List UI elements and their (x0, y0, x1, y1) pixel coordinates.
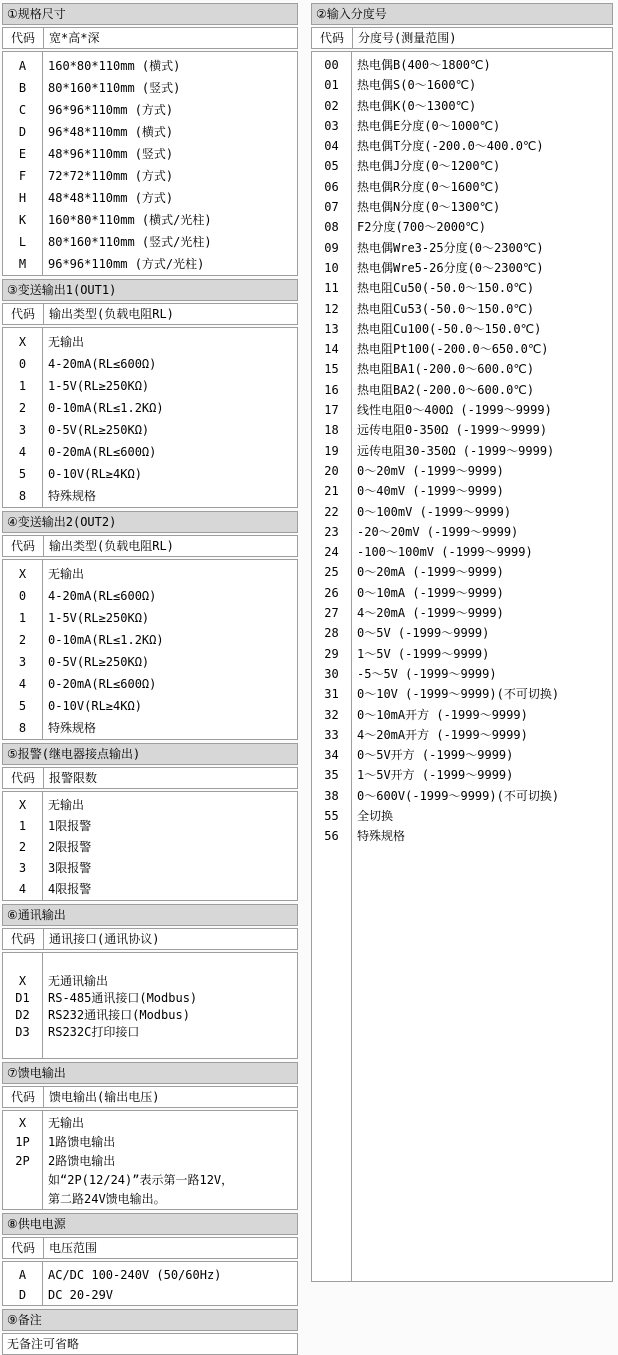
description-cell: 0～10mA开方 (-1999～9999) (357, 707, 528, 722)
section (2, 1062, 298, 1210)
description-column-header: 宽*高*深 (49, 31, 100, 45)
description-cell: 热电阻Cu100(-50.0～150.0℃) (357, 321, 542, 336)
description-cell: 无输出 (48, 567, 85, 581)
description-cell: 热电偶E分度(0～1000℃) (357, 118, 501, 133)
code-cell: 26 (324, 585, 339, 600)
code-cell: 3 (18, 861, 27, 875)
code-cell: 1 (18, 379, 27, 393)
code-column (3, 560, 43, 739)
description-cell: 0-10mA(RL≤1.2KΩ) (48, 401, 164, 415)
code-column (3, 1262, 43, 1305)
code-cell: 09 (324, 240, 339, 255)
code-cell: 10 (324, 260, 339, 275)
description-cell: 0～20mA (-1999～9999) (357, 565, 504, 580)
code-cell: 00 (324, 58, 339, 72)
description-cell: 4限报警 (48, 882, 92, 896)
description-cell: 特殊规格 (48, 489, 97, 503)
code-column-header: 代码 (3, 536, 44, 556)
description-cell: 0～5V开方 (-1999～9999) (357, 748, 514, 763)
code-cell: 4 (18, 677, 27, 691)
code-column (3, 953, 43, 1058)
description-cell: 线性电阻0～400Ω (-1999～9999) (357, 403, 552, 418)
description-cell: 特殊规格 (357, 829, 406, 844)
section (2, 279, 298, 508)
column-header-row (2, 27, 298, 49)
code-cell: 1 (18, 611, 27, 625)
code-cell: 25 (324, 565, 339, 580)
code-cell: 30 (324, 666, 339, 681)
code-cell: 0 (18, 589, 27, 603)
code-cell: 1 (18, 819, 27, 833)
section-title: ⑤报警(继电器接点输出) (2, 743, 298, 765)
section-body (2, 952, 298, 1059)
description-cell: 80*160*110mm (竖式/光柱) (48, 235, 212, 249)
description-cell: 1限报警 (48, 819, 92, 833)
description-cell: 热电偶R分度(0～1600℃) (357, 179, 501, 194)
code-cell: D (18, 125, 27, 139)
code-cell: 2 (18, 633, 27, 647)
section-title: ②输入分度号 (311, 3, 613, 25)
description-cell: 无输出 (48, 1116, 85, 1130)
description-cell: 热电偶Wre5-26分度(0～2300℃) (357, 260, 544, 275)
code-column-header: 代码 (3, 28, 44, 48)
description-cell: RS232C打印接口 (48, 1025, 140, 1039)
code-cell: 32 (324, 707, 339, 722)
description-cell: 2路馈电输出 (48, 1154, 116, 1168)
description-cell: 3限报警 (48, 861, 92, 875)
description-cell: 4～20mA开方 (-1999～9999) (357, 727, 528, 742)
note-row: 无备注可省略 (2, 1333, 298, 1355)
code-cell: 04 (324, 139, 339, 154)
description-cell: 1～5V开方 (-1999～9999) (357, 768, 514, 783)
code-cell: 06 (324, 179, 339, 194)
code-cell: X (18, 1116, 27, 1130)
description-cell: 无通讯输出 (48, 974, 109, 988)
code-cell: 01 (324, 78, 339, 93)
section-title: ⑧供电电源 (2, 1213, 298, 1235)
code-cell: 23 (324, 524, 339, 539)
description-cell: 0～20mV (-1999～9999) (357, 463, 504, 478)
description-cell: 0-5V(RL≥250KΩ) (48, 655, 150, 669)
code-cell: M (18, 257, 27, 271)
section-body (2, 791, 298, 901)
code-cell: 35 (324, 768, 339, 783)
description-cell: 第二路24V馈电输出。 (48, 1192, 166, 1206)
code-cell: B (18, 81, 27, 95)
section-body (311, 51, 613, 1282)
code-cell: 08 (324, 220, 339, 235)
section (311, 3, 613, 1282)
description-cell: 热电偶B(400～1800℃) (357, 58, 491, 72)
code-column (3, 52, 43, 275)
code-cell: 3 (18, 655, 27, 669)
description-cell: 如“2P(12/24)”表示第一路12V， (48, 1173, 234, 1187)
description-cell: 热电偶K(0～1300℃) (357, 98, 477, 113)
code-cell: F (18, 169, 27, 183)
code-column (3, 792, 43, 900)
code-cell (3, 1190, 42, 1209)
column-header-row (2, 767, 298, 789)
code-cell: 16 (324, 382, 339, 397)
description-cell: 160*80*110mm (横式) (48, 59, 181, 73)
description-cell: 4-20mA(RL≤600Ω) (48, 589, 157, 603)
code-cell: 3 (18, 423, 27, 437)
description-column-header: 输出类型(负载电阻RL) (49, 307, 174, 321)
code-cell: 28 (324, 626, 339, 641)
description-cell: 热电偶N分度(0～1300℃) (357, 200, 501, 215)
code-cell: 20 (324, 463, 339, 478)
section (2, 904, 298, 1059)
description-column (43, 1111, 297, 1209)
section-body (2, 559, 298, 740)
description-cell (48, 1041, 297, 1058)
description-cell: 0-5V(RL≥250KΩ) (48, 423, 150, 437)
description-column-header: 输出类型(负载电阻RL) (49, 539, 174, 553)
column-header-row (2, 928, 298, 950)
description-cell: 全切换 (357, 808, 394, 823)
description-column (43, 792, 297, 900)
code-cell: D3 (15, 1025, 30, 1039)
description-cell: 96*96*110mm (方式) (48, 103, 174, 117)
description-cell: 1～5V (-1999～9999) (357, 646, 490, 661)
code-cell (3, 956, 42, 973)
description-cell: 热电偶T分度(-200.0～400.0℃) (357, 139, 544, 154)
description-column (43, 953, 297, 1058)
description-cell: 0～5V (-1999～9999) (357, 626, 490, 641)
description-cell: 特殊规格 (48, 721, 97, 735)
code-cell: 11 (324, 281, 339, 296)
description-cell: 热电阻Cu50(-50.0～150.0℃) (357, 281, 535, 296)
code-cell: D1 (15, 991, 30, 1005)
code-cell: D (18, 1288, 27, 1302)
description-cell: F2分度(700～2000℃) (357, 220, 486, 235)
description-cell: 48*96*110mm (竖式) (48, 147, 174, 161)
description-cell: 远传电阻30-350Ω (-1999～9999) (357, 443, 555, 458)
description-cell: 72*72*110mm (方式) (48, 169, 174, 183)
code-cell (3, 1041, 42, 1058)
column-header-row (2, 535, 298, 557)
code-cell: 02 (324, 98, 339, 113)
code-column (3, 1111, 43, 1209)
section-title: ③变送输出1(OUT1) (2, 279, 298, 301)
description-column (43, 52, 297, 275)
description-cell: 0-20mA(RL≤600Ω) (48, 445, 157, 459)
section (2, 3, 298, 276)
section-title: ⑨备注 (2, 1309, 298, 1331)
description-cell: 热电偶S(0～1600℃) (357, 78, 477, 93)
code-column-header: 代码 (3, 929, 44, 949)
column-header-row (2, 1086, 298, 1108)
code-cell: 5 (18, 699, 27, 713)
description-cell: 热电阻BA2(-200.0～600.0℃) (357, 382, 535, 397)
description-cell: AC/DC 100-240V (50/60Hz) (48, 1268, 222, 1282)
description-cell: 远传电阻0-350Ω (-1999～9999) (357, 423, 548, 438)
description-column-header: 馈电输出(输出电压) (49, 1090, 160, 1104)
description-cell: 1-5V(RL≥250KΩ) (48, 379, 150, 393)
code-cell: D2 (15, 1008, 30, 1022)
code-cell: 05 (324, 159, 339, 174)
left-column (2, 3, 298, 1351)
description-cell: 0～10mA (-1999～9999) (357, 585, 504, 600)
section (2, 1213, 298, 1306)
code-cell: H (18, 191, 27, 205)
code-cell: X (18, 798, 27, 812)
description-column (43, 328, 297, 507)
column-header-row (2, 303, 298, 325)
code-cell: X (18, 974, 27, 988)
description-cell: 160*80*110mm (横式/光柱) (48, 213, 212, 227)
code-cell: C (18, 103, 27, 117)
description-cell: 96*48*110mm (横式) (48, 125, 174, 139)
description-cell: 80*160*110mm (竖式) (48, 81, 181, 95)
description-column-header: 报警限数 (49, 771, 98, 785)
description-cell: 1-5V(RL≥250KΩ) (48, 611, 150, 625)
description-cell (48, 956, 297, 973)
code-cell: E (18, 147, 27, 161)
description-cell: -5～5V (-1999～9999) (357, 666, 497, 681)
description-cell: 0-20mA(RL≤600Ω) (48, 677, 157, 691)
description-cell: 无输出 (48, 798, 85, 812)
section-body (2, 327, 298, 508)
code-cell: 2 (18, 840, 27, 854)
description-cell: 热电偶J分度(0～1200℃) (357, 159, 501, 174)
description-cell: DC 20-29V (48, 1288, 114, 1302)
code-cell: 38 (324, 788, 339, 803)
description-cell: RS232通讯接口(Modbus) (48, 1008, 190, 1022)
code-cell: 18 (324, 423, 339, 438)
description-cell: 2限报警 (48, 840, 92, 854)
description-column-header: 电压范围 (49, 1241, 98, 1255)
code-cell: 21 (324, 484, 339, 499)
description-cell: 热电偶Wre3-25分度(0～2300℃) (357, 240, 544, 255)
code-cell: 8 (18, 721, 27, 735)
code-cell: 33 (324, 727, 339, 742)
code-cell: 17 (324, 403, 339, 418)
code-column (312, 52, 352, 1281)
description-cell: 0～10V (-1999～9999)(不可切换) (357, 687, 560, 702)
code-cell: 8 (18, 489, 27, 503)
code-cell: 56 (324, 829, 339, 844)
code-cell (3, 1171, 42, 1190)
section (2, 1309, 298, 1355)
section (2, 511, 298, 740)
section-body (2, 1261, 298, 1306)
description-cell: 0-10mA(RL≤1.2KΩ) (48, 633, 164, 647)
description-column (43, 560, 297, 739)
code-cell: 34 (324, 748, 339, 763)
description-cell: 4～20mA (-1999～9999) (357, 606, 504, 621)
code-cell: 12 (324, 301, 339, 316)
code-cell: 03 (324, 118, 339, 133)
description-cell: 无输出 (48, 335, 85, 349)
description-column-header: 通讯接口(通讯协议) (49, 932, 160, 946)
description-cell: 热电阻Pt100(-200.0～650.0℃) (357, 342, 549, 357)
description-cell: 热电阻Cu53(-50.0～150.0℃) (357, 301, 535, 316)
description-cell: 0～100mV (-1999～9999) (357, 504, 512, 519)
code-cell: 1P (15, 1135, 30, 1149)
code-column-header: 代码 (3, 304, 44, 324)
description-column (352, 52, 612, 1281)
description-column-header: 分度号(测量范围) (358, 31, 457, 45)
description-cell: 0-10V(RL≥4KΩ) (48, 699, 142, 713)
code-cell: 5 (18, 467, 27, 481)
code-cell: 0 (18, 357, 27, 371)
description-cell: RS-485通讯接口(Modbus) (48, 991, 198, 1005)
code-cell: 24 (324, 545, 339, 560)
code-cell: 2P (15, 1154, 30, 1168)
description-cell: 1路馈电输出 (48, 1135, 116, 1149)
code-cell: X (18, 335, 27, 349)
code-cell: X (18, 567, 27, 581)
code-cell: A (18, 59, 27, 73)
code-cell: 07 (324, 200, 339, 215)
code-cell: 22 (324, 504, 339, 519)
description-cell: 0～600V(-1999～9999)(不可切换) (357, 788, 560, 803)
description-cell: 0～40mV (-1999～9999) (357, 484, 504, 499)
section-title: ⑦馈电输出 (2, 1062, 298, 1084)
code-column-header: 代码 (3, 1238, 44, 1258)
description-cell: 0-10V(RL≥4KΩ) (48, 467, 142, 481)
section-body (2, 51, 298, 276)
code-cell: 14 (324, 342, 339, 357)
code-column-header: 代码 (312, 28, 353, 48)
code-column-header: 代码 (3, 768, 44, 788)
column-header-row (311, 27, 613, 49)
section-title: ④变送输出2(OUT2) (2, 511, 298, 533)
code-cell: 29 (324, 646, 339, 661)
code-cell: 55 (324, 808, 339, 823)
code-cell: 31 (324, 687, 339, 702)
right-column (311, 3, 613, 1282)
description-cell: -100～100mV (-1999～9999) (357, 545, 533, 560)
description-cell: 4-20mA(RL≤600Ω) (48, 357, 157, 371)
code-cell: 15 (324, 362, 339, 377)
section-title: ⑥通讯输出 (2, 904, 298, 926)
description-cell: 48*48*110mm (方式) (48, 191, 174, 205)
code-cell: 27 (324, 606, 339, 621)
description-column (43, 1262, 297, 1305)
code-cell: 4 (18, 882, 27, 896)
description-cell: 96*96*110mm (方式/光柱) (48, 257, 205, 271)
code-cell: 2 (18, 401, 27, 415)
code-column (3, 328, 43, 507)
section (2, 743, 298, 901)
code-cell: 4 (18, 445, 27, 459)
section-body (2, 1110, 298, 1210)
section-title: ①规格尺寸 (2, 3, 298, 25)
code-column-header: 代码 (3, 1087, 44, 1107)
column-header-row (2, 1237, 298, 1259)
description-cell: 热电阻BA1(-200.0～600.0℃) (357, 362, 535, 377)
code-cell: K (18, 213, 27, 227)
code-cell: A (18, 1268, 27, 1282)
code-cell: 19 (324, 443, 339, 458)
description-cell: -20～20mV (-1999～9999) (357, 524, 519, 539)
code-cell: 13 (324, 321, 339, 336)
code-cell: L (18, 235, 27, 249)
